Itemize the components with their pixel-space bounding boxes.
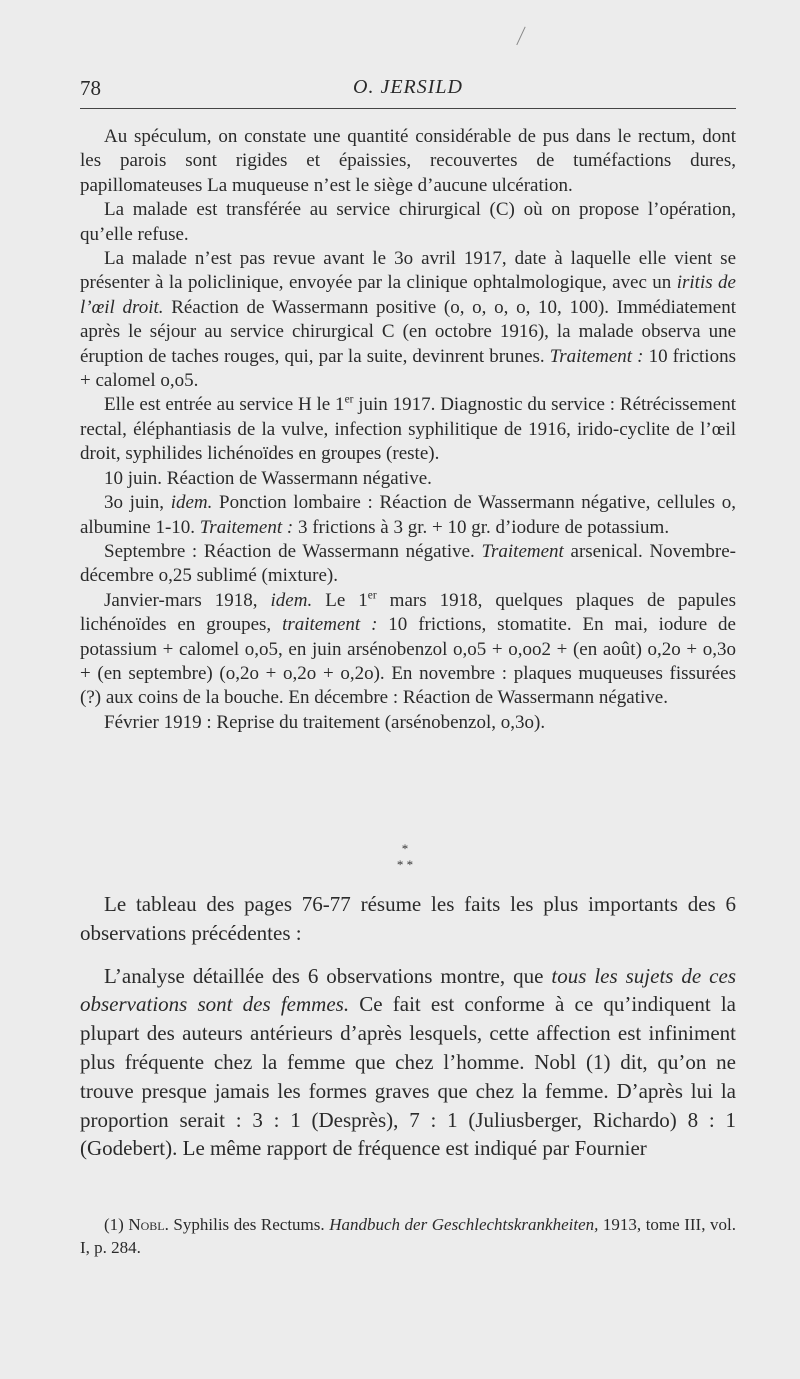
paragraph-june-10: 10 juin. Réaction de Wassermann négative. — [104, 467, 432, 489]
header-rule — [80, 108, 736, 109]
case-report-text — [80, 125, 736, 735]
paragraph-1918: Janvier-mars 1918, idem. Le 1er mars 1918, quelques plaques de papules lichénoïdes en groupes, traitement : 10 frictions, stomatite. En mai, iodure de potassium + calomel o,o5, en juin arsénobenzol o,o5 + o,oo2 + (en août) o,2o + o,3o + (en septembre) (o,2o + o,2o + o,2o). En novembre : plaques muqueuses fissurées (?) aux coins de la bouche. En décembre : Réaction de Wassermann négative. — [80, 589, 736, 709]
footnote-author: Nobl. — [128, 1215, 169, 1234]
asterism-divider — [0, 838, 800, 878]
footnote — [80, 1213, 736, 1259]
asterism-bottom: * * — [396, 857, 414, 872]
footnote-text: (1) Nobl. Syphilis des Rectums. Handbuch der Geschlechtskrankheiten, 1913, tome III, vol. I, p. 284. — [80, 1215, 736, 1257]
paragraph-february-1919: Février 1919 : Reprise du traitement (arsénobenzol, o,3o). — [104, 711, 546, 733]
paragraph-analysis: L’analyse détaillée des 6 observations montre, que tous les sujets de ces observations sont des femmes. Ce fait est conforme à ce qu’indiquent la plupart des auteurs antérieurs d’après lesquels, cette affection est infiniment plus fréquente chez la femme que chez l’homme. Nobl (1) dit, qu’on ne trouve presque jamais les formes graves que chez la femme. D’après lui la proportion serait : 3 : 1 (Desprès), 7 : 1 (Juliusberger, Richardo) 8 : 1 (Godebert). Le même rapport de fréquence est indiqué par Fournier — [80, 963, 736, 1161]
paragraph-transfer: La malade est transférée au service chirurgical (C) où on propose l’opération, qu’elle refuse. — [80, 199, 736, 245]
running-head: O. JERSILD — [353, 76, 463, 98]
paragraph-summary-table: Le tableau des pages 76-77 résume les faits les plus importants des 6 observations précédentes : — [80, 892, 736, 945]
paragraph-speculum: Au spéculum, on constate une quantité considérable de pus dans le rectum, dont les parois sont rigides et épaissies, recouvertes de tuméfactions dures, papillomateuses La muqueuse n’est le siège d’aucune ulcération. — [80, 126, 736, 196]
asterism-top: * — [401, 841, 409, 856]
paragraph-admission: Elle est entrée au service H le 1er juin 1917. Diagnostic du service : Rétrécissement rectal, éléphantiasis de la vulve, infection syphilitique de 1916, irido-cyclite de l’œil droit, syphilides lichénoïdes en groupes (reste). — [80, 394, 736, 465]
stray-pencil-mark — [516, 27, 534, 50]
paragraph-september: Septembre : Réaction de Wassermann négative. Traitement arsenical. Novembre-décembre o,25 sublimé (mixture). — [80, 540, 736, 587]
footnote-book-title: Handbuch der Geschlechtskrankheiten, — [329, 1215, 599, 1234]
page-number: 78 — [80, 76, 101, 100]
discussion-text — [80, 890, 736, 1163]
paragraph-april-visit: La malade n’est pas revue avant le 3o avril 1917, date à laquelle elle vient se présenter à la policlinique, envoyée par la clinique ophtalmologique, avec un iritis de l’œil droit. Réaction de Wassermann positive (o, o, o, o, 10, 100). Immédiatement après le séjour au service chirurgical C (en octobre 1916), la malade observa une éruption de taches rouges, qui, par la suite, devinrent brunes. Traitement : 10 frictions + calomel o,o5. — [80, 248, 736, 392]
page-header — [80, 76, 736, 104]
paragraph-june-30: 3o juin, idem. Ponction lombaire : Réaction de Wassermann négative, cellules o, albumine 1-10. Traitement : 3 frictions à 3 gr. + 10 gr. d’iodure de potassium. — [80, 492, 737, 538]
